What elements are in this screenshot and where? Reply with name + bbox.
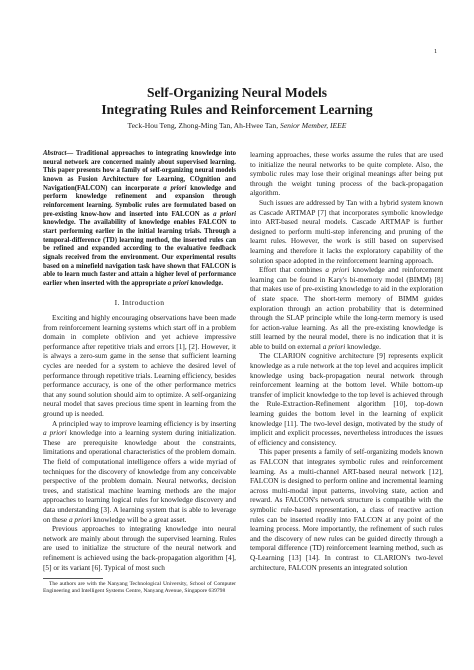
author-line xyxy=(0,121,474,130)
author-role: Senior Member, IEEE xyxy=(280,121,347,130)
intro-p2-text-2: knowledge into a learning system during initialization. These are prerequisite knowledge about the constraints, limitations and operational characteristics of the problem domain. The field of computational intelligence offers a wide myriad of techniques for the discovery of knowledge from any conceivable perspective of the problem domain. Neural networks, decision trees, and statistical machine learning methods are the major approaches to learning logical rules for knowledge discovery and data understanding [3]. A learning system that is able to leverage on these xyxy=(43,428,236,524)
abstract-emphasis-1: a priori xyxy=(163,184,187,192)
footnote-divider xyxy=(43,578,103,579)
right-paragraph-bimm xyxy=(250,265,443,351)
bimm-emphasis-2: a priori xyxy=(322,341,346,351)
abstract-text-2: knowledge and perform knowledge refinement and expansion through reinforcement learning. Symbolic rules are formulated based on pre-existing know-how and inserted into FALCON as xyxy=(43,184,236,218)
abstract-text-3: knowledge. The availability of knowledge enables FALCON to start performing earlier in the initial learning trials. Through a temporal-difference (TD) learning method, the inserted rules can be refined and expanded according to the evaluative feedback signals received from the environment. Our experimental results based on a minefield navigation task have shown that FALCON is able to learn much faster and attain a higher level of performance earlier when inserted with the appropriate xyxy=(43,219,236,287)
paper-title xyxy=(0,84,474,118)
bimm-text-3: knowledge. xyxy=(345,341,381,351)
intro-p2-text-1: A principled way to improve learning efficiency is by inserting xyxy=(52,418,236,428)
right-column xyxy=(250,150,443,572)
bimm-text-1: Effort that combines xyxy=(259,265,326,275)
abstract-text-1: — Traditional approaches to integrating knowledge into neural network are concerned mainly about supervised learning. This paper presents how a family of self-organizing neural models known as Fusion Architecture for Learning, COgnition and Navigation(FALCON) can incorporate xyxy=(43,150,236,192)
abstract-lead: Abstract xyxy=(43,150,67,157)
bimm-emphasis-1: a priori xyxy=(325,265,350,275)
right-paragraph-falcon: This paper presents a family of self-organizing models known as FALCON that integrates symbolic rules and reinforcement learning. As a multi-channel ART-based neural network [12], FALCON is designed to perform online and incremental learning across multi-modal input patterns, involving state, action and reward. As FALCON's network structure is compatible with the symbolic rule-based representation, a class of reactive action rules can be inserted readily into FALCON at any point of the learning process. More importantly, the refinement of such rules and the discovery of new rules can be guided directly through a temporal difference (TD) reinforcement learning method, such as Q-Learning [13] [14]. In contrast to CLARION's two-level architecture, FALCON presents an integrated solution xyxy=(250,447,443,572)
title-line-2: Integrating Rules and Reinforcement Learning xyxy=(101,102,373,117)
left-column xyxy=(43,150,236,595)
intro-paragraph-3: Previous approaches to integrating knowledge into neural network are mainly about through the supervised learning. Rules are used to initialize the structure of the neural network and refinement is achieved using the back-propagation algorithm [4], [5] or its variant [6]. Typical of most such xyxy=(43,524,236,572)
page-number: 1 xyxy=(434,48,438,55)
right-paragraph-cascade-artmap: Such issues are addressed by Tan with a hybrid system known as Cascade ARTMAP [7] that incorporates symbolic knowledge into ART-based neural models. Cascade ARTMAP is further designed to perform multi-step inferencing and pruning of the learnt rules. However, the work is still based on supervised learning and therefore it lacks the exploratory capability of the solution space adopted in the reinforcement learning approach. xyxy=(250,197,443,265)
right-paragraph-clarion: The CLARION cognitive architecture [9] represents explicit knowledge as a rule network at the top level and acquires implicit knowledge using back-propagation neural network through reinforcement learning at the bottom level. While bottom-up transfer of implicit knowledge to the top level is achieved through the Rule-Extraction-Refinement algorithm [10], top-down learning guides the bottom level in the learning of explicit knowledge [11]. The two-level design, motivated by the study of implicit and explicit processes, nevertheless introduces the issues of efficiency and consistency. xyxy=(250,351,443,447)
right-paragraph-continued: learning approaches, these works assume the rules that are used to initialize the neural networks to be quite complete. Also, the symbolic rules may lose their original meanings after being put through the weight tuning process of the back-propagation algorithm. xyxy=(250,150,443,198)
intro-p2-text-3: knowledge will be a great asset. xyxy=(91,514,187,524)
abstract-text-4: knowledge. xyxy=(188,279,224,287)
title-line-1: Self-Organizing Neural Models xyxy=(147,85,327,100)
abstract-emphasis-2: a priori xyxy=(213,210,236,218)
abstract-emphasis-3: a priori xyxy=(167,279,189,287)
author-affiliation-footnote: The authors are with the Nanyang Technological University, School of Computer Engineering and Intelligent Systems Centre, Nanyang Avenue, Singapore 639798 xyxy=(43,581,236,594)
abstract xyxy=(43,150,236,289)
author-names: Teck-Hou Teng, Zhong-Ming Tan, Ah-Hwee Tan, xyxy=(127,121,279,130)
intro-p2-emphasis-2: a priori xyxy=(68,514,92,524)
intro-paragraph-1: Exciting and highly encouraging observations have been made from reinforcement learning systems which start off in a problem domain in complete oblivion and yet achieve impressive performance after repetitive trials and errors [1], [2]. However, it is always a zero-sum game in the sense that sufficient learning cycles are needed for a system to achieve the desired level of performance through repetitive trials. Learning efficiency, besides performance accuracy, is one of the other performance metrics that any sound solution should aim to optimize. A self-organizing neural model that saves precious time spent in learning from the ground up is needed. xyxy=(43,313,236,419)
intro-p2-emphasis-1: a priori xyxy=(43,428,67,438)
intro-paragraph-2 xyxy=(43,419,236,525)
bimm-text-2: knowledge and reinforcement learning can be found in Kary's bi-memory model (BIMM) [8] that makes use of pre-existing knowledge to aid in the exploration of state space. The short-term memory of BIMM guides exploration through an action probability that is determined through the SLAP principle while the long-term memory is used for action-value learning. As all the pre-existing knowledge is still learned by the neural model, there is no indication that it is able to build on external xyxy=(250,265,443,351)
section-heading-introduction: I. Introduction xyxy=(114,297,165,307)
